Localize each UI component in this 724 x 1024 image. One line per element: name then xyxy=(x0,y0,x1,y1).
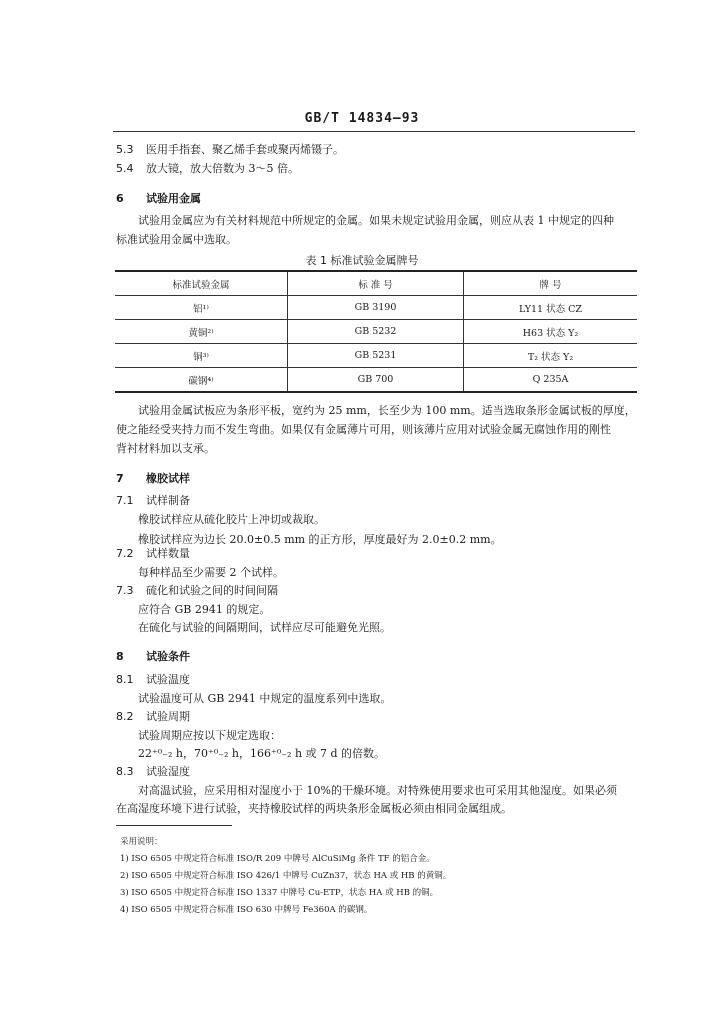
table-cell: 铜³⁾ xyxy=(115,344,288,368)
clause-8-3-heading: 8.3 试验湿度 xyxy=(116,765,190,778)
table-header-cell: 标 准 号 xyxy=(288,271,464,296)
clause-5-3: 5.3 医用手指套、聚乙烯手套或聚丙烯镊子。 xyxy=(116,143,344,156)
metal-grades-table xyxy=(115,270,637,393)
section-7-heading: 7 橡胶试样 xyxy=(116,472,190,485)
footnote-item: 1) ISO 6505 中规定符合标准 ISO/R 209 中牌号 AlCuSiMg 条件 TF 的铝合金。 xyxy=(120,854,435,864)
paragraph-line: 背衬材料加以支承。 xyxy=(116,442,215,455)
table-cell: GB 700 xyxy=(288,368,464,393)
paragraph-line: 22⁺⁰₋₂ h，70⁺⁰₋₂ h，166⁺⁰₋₂ h 或 7 d 的倍数。 xyxy=(138,747,386,760)
table-header-cell: 牌 号 xyxy=(464,271,638,296)
paragraph-line: 标准试验用金属中选取。 xyxy=(116,233,237,246)
header-divider xyxy=(113,131,635,132)
table-cell: GB 3190 xyxy=(288,296,464,320)
paragraph-line: 试验温度可从 GB 2941 中规定的温度系列中选取。 xyxy=(138,692,392,705)
paragraph-line: 橡胶试样应从硫化胶片上冲切或裁取。 xyxy=(138,513,325,526)
paragraph-line: 试验用金属试板应为条形平板，宽约为 25 mm，长至少为 100 mm。适当选取条形金属试板的厚度， xyxy=(138,404,636,417)
clause-7-3-heading: 7.3 硫化和试验之间的时间间隔 xyxy=(116,584,278,597)
table-header-cell: 标准试验金属 xyxy=(115,271,288,296)
table-cell: GB 5231 xyxy=(288,344,464,368)
table-row xyxy=(115,296,637,320)
paragraph-line: 试验用金属应为有关材料规范中所规定的金属。如果未规定试验用金属，则应从表 1 中规定的四种 xyxy=(138,214,614,227)
table-cell: GB 5232 xyxy=(288,320,464,344)
footnote-item: 2) ISO 6505 中规定符合标准 ISO 426/1 中牌号 CuZn37，状态 HA 或 HB 的黄铜。 xyxy=(120,871,452,881)
paragraph-line: 在高湿度环境下进行试验，夹持橡胶试样的两块条形金属板必须由相同金属组成。 xyxy=(116,802,512,815)
paragraph-line: 每种样品至少需要 2 个试样。 xyxy=(138,566,284,579)
table-header-row xyxy=(115,271,637,296)
table-row xyxy=(115,344,637,368)
table-cell: Q 235A xyxy=(464,368,638,393)
footnote-divider xyxy=(116,825,232,826)
table-cell: T₂ 状态 Y₂ xyxy=(464,344,638,368)
table-row xyxy=(115,368,637,393)
clause-7-1-heading: 7.1 试样制备 xyxy=(116,494,190,507)
table-cell: 黄铜²⁾ xyxy=(115,320,288,344)
paragraph-line: 应符合 GB 2941 的规定。 xyxy=(138,603,271,616)
page-header: GB/T 14834—93 xyxy=(304,111,420,126)
section-6-heading: 6 试验用金属 xyxy=(116,192,201,205)
clause-8-2-heading: 8.2 试验周期 xyxy=(116,710,190,723)
clause-5-4: 5.4 放大镜，放大倍数为 3～5 倍。 xyxy=(116,162,299,175)
footnote-item: 4) ISO 6505 中规定符合标准 ISO 630 中牌号 Fe360A 的碳钢。 xyxy=(120,905,373,915)
section-8-heading: 8 试验条件 xyxy=(116,650,190,663)
footnote-item: 3) ISO 6505 中规定符合标准 ISO 1337 中牌号 Cu-ETP，状态 HA 或 HB 的铜。 xyxy=(120,888,439,898)
clause-7-2-heading: 7.2 试样数量 xyxy=(116,547,190,560)
footnote-title: 采用说明： xyxy=(120,837,163,847)
table-row xyxy=(115,320,637,344)
clause-8-1-heading: 8.1 试验温度 xyxy=(116,673,190,686)
paragraph-line: 试验周期应按以下规定选取： xyxy=(138,729,281,742)
table-caption: 表 1 标准试验金属牌号 xyxy=(305,254,419,267)
table-cell: 铝¹⁾ xyxy=(115,296,288,320)
paragraph-line: 橡胶试样应为边长 20.0±0.5 mm 的正方形，厚度最好为 2.0±0.2 mm。 xyxy=(138,533,502,546)
paragraph-line: 对高温试验，应采用相对湿度小于 10%的干燥环境。对特殊使用要求也可采用其他湿度。如果必须 xyxy=(138,784,617,797)
paragraph-line: 使之能经受夹持力而不发生弯曲。如果仅有金属薄片可用，则该薄片应用对试验金属无腐蚀作用的刚性 xyxy=(116,423,611,436)
table-cell: 碳钢⁴⁾ xyxy=(115,368,288,393)
table-cell: LY11 状态 CZ xyxy=(464,296,638,320)
table-cell: H63 状态 Y₂ xyxy=(464,320,638,344)
paragraph-line: 在硫化与试验的间隔期间，试样应尽可能避免光照。 xyxy=(138,621,391,634)
